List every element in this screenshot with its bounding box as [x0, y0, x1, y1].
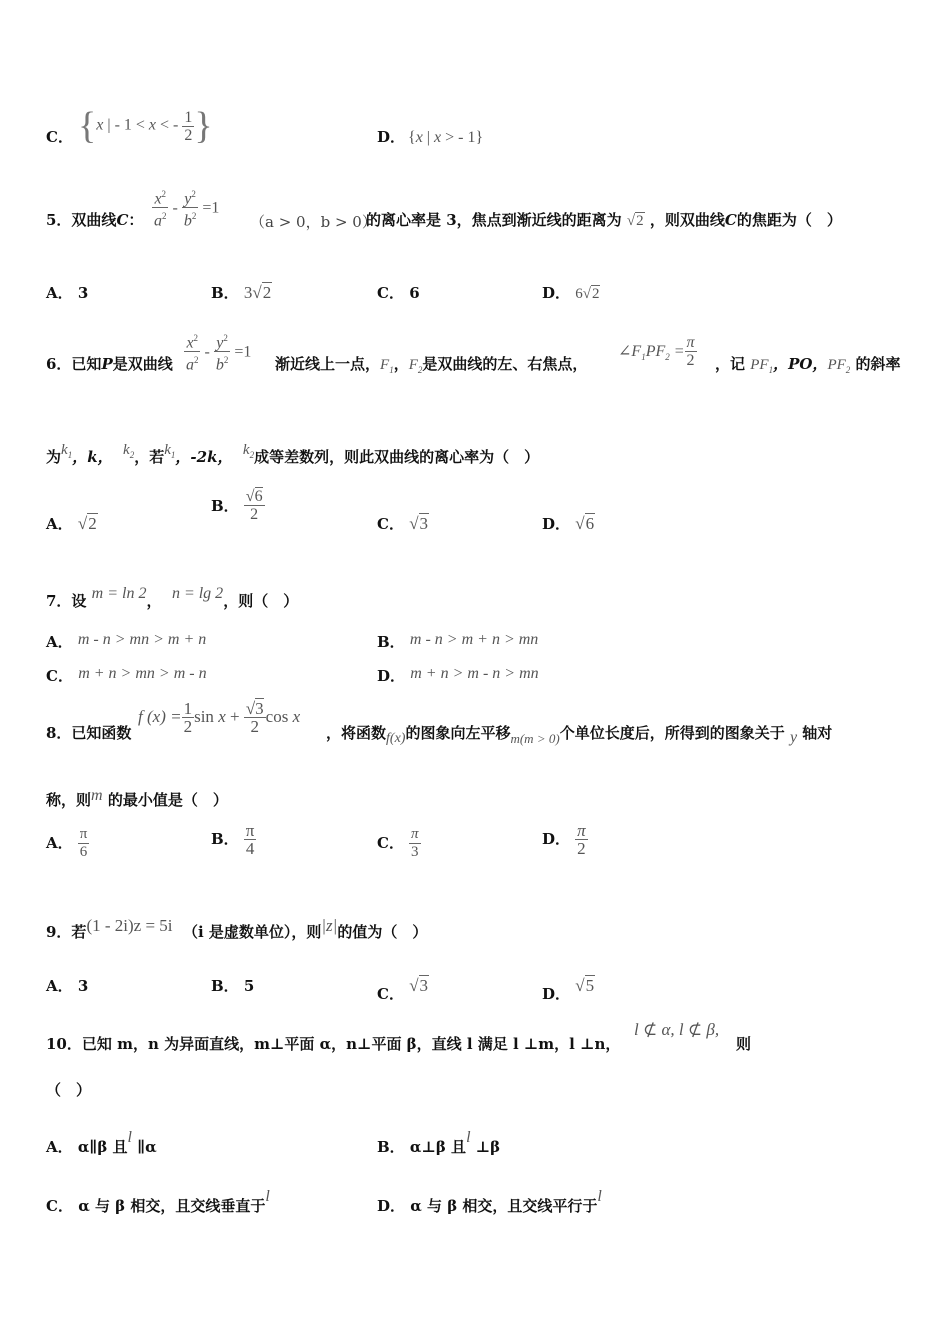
- q5-stem-middle: [366, 210, 842, 231]
- q10-text: 10．已知 m，n 为异面直线，m⊥平面 α，n⊥平面 β，直线 l 满足 l ⊥m，l ⊥n，: [46, 1035, 621, 1053]
- q8-text1: ，将函数: [326, 724, 387, 742]
- option-label: A．: [46, 977, 73, 995]
- option-text: m + n > m - n > mn: [410, 665, 539, 682]
- q7-option-a: [46, 630, 206, 652]
- q7-option-c: [46, 664, 207, 686]
- q8-option-a: [46, 826, 89, 861]
- q10-line2: [46, 1080, 91, 1100]
- option-label: D．: [542, 284, 571, 302]
- q8-stem-line2: [46, 786, 228, 810]
- option-label: D．: [542, 985, 571, 1003]
- q7-prefix: 7．设: [46, 592, 87, 610]
- option-math: √6: [575, 514, 595, 533]
- q7-sep: ，: [146, 592, 162, 610]
- q10-end: [736, 1034, 751, 1054]
- option-label: C．: [377, 284, 404, 302]
- q8-stem: [326, 723, 832, 749]
- q6-stem-2: 渐近线上一点，$F_1$，$F_2$是双曲线的左、右焦点，: [275, 355, 588, 375]
- q6-text5: 的斜率: [855, 355, 901, 373]
- q10-option-c: [46, 1187, 270, 1216]
- q6-line2a: 为: [46, 448, 62, 466]
- q8-option-b: [211, 822, 256, 857]
- option-label: B．: [377, 1138, 405, 1156]
- q8-y: y: [789, 729, 798, 746]
- option-math: $\frac{\pi}{2}$: [577, 821, 586, 858]
- option-label: A．: [46, 284, 73, 302]
- q8-shift: m(m > 0): [510, 731, 560, 746]
- q9-option-b: [211, 976, 254, 996]
- q6-option-b: [211, 488, 265, 523]
- option-math: √3: [409, 514, 429, 533]
- q5-option-c: [377, 283, 420, 303]
- q7-stem: [46, 584, 298, 611]
- q6-text1: 是双曲线: [112, 355, 173, 373]
- q9-option-d: [542, 976, 595, 1004]
- option-l: l: [466, 1129, 471, 1146]
- option-label: C．: [377, 985, 404, 1003]
- option-label: B．: [211, 977, 239, 995]
- q7-m-expr: m = ln 2: [91, 585, 147, 602]
- q4-option-c-math: {x | - 1 < x < - $\frac{1}{2}$ }: [78, 105, 213, 147]
- q6-p: P: [101, 355, 113, 373]
- option-math: $\frac{√6}{2}$: [245, 488, 263, 523]
- option-label: C．: [46, 1197, 73, 1215]
- option-text: m - n > m + n > mn: [409, 631, 539, 648]
- option-label: B．: [211, 830, 239, 848]
- option-label: C．: [377, 515, 404, 533]
- q8-option-d: [542, 822, 588, 857]
- q6-line2b: ，若: [134, 448, 165, 466]
- q8-fx: f(x): [386, 731, 406, 746]
- q9-prefix: 9．若: [46, 923, 87, 941]
- q8-text2: 的图象向左平移: [405, 724, 511, 742]
- option-math: √3: [409, 976, 429, 995]
- q9-option-a: [46, 976, 88, 996]
- q9-absz: |z|: [321, 916, 338, 935]
- q9-text1: （i 是虚数单位），则: [182, 923, 322, 941]
- option-label: A．: [46, 834, 73, 852]
- option-math: $\frac{\pi}{3}$: [411, 826, 419, 860]
- q6-option-a: [46, 514, 98, 534]
- option-text-b: ∥α: [137, 1138, 157, 1156]
- option-math: √5: [575, 976, 595, 995]
- option-math: 6√2: [575, 286, 600, 302]
- option-l: l: [127, 1129, 132, 1146]
- q5-c: C: [116, 211, 129, 229]
- option-label: D．: [377, 1197, 406, 1215]
- q6-text3: 是双曲线的左、右焦点，: [422, 355, 588, 373]
- q5-middle: 的离心率是 3，焦点到渐近线的距离为: [366, 211, 622, 229]
- option-l: l: [597, 1188, 602, 1205]
- option-label: C．: [46, 128, 73, 146]
- q7-option-b: [377, 630, 538, 652]
- option-text-b: ⊥β: [475, 1138, 501, 1156]
- q7-n-expr: n = lg 2: [171, 585, 224, 602]
- q6-option-d: [542, 514, 595, 534]
- q5-stem: [46, 210, 143, 230]
- q5-option-a: [46, 283, 88, 303]
- q6-prefix: 6．已知: [46, 355, 102, 373]
- option-math: √2: [77, 514, 97, 533]
- q8-prefix: 8．已知函数: [46, 724, 132, 742]
- q10-stem: [46, 1034, 620, 1054]
- option-text: 5: [243, 977, 255, 995]
- option-l: l: [265, 1188, 270, 1205]
- q8-text3: 个单位长度后，所得到的图象关于: [559, 724, 785, 742]
- q5-option-d: [542, 283, 600, 304]
- option-text: m + n > mn > m - n: [78, 665, 207, 682]
- option-label: D．: [542, 830, 571, 848]
- option-text: α∥β 且: [77, 1138, 128, 1156]
- q7-option-d: [377, 664, 539, 686]
- q8-line2b: 的最小值是（ ）: [107, 791, 228, 809]
- q9-eq: (1 - 2i)z = 5i: [86, 916, 173, 935]
- q4-option-c: [46, 127, 73, 147]
- q5-condition: [250, 212, 377, 232]
- q5-sqrt2: √2: [626, 213, 644, 229]
- q10-option-d: [377, 1187, 602, 1216]
- q8-line2a: 称，则: [46, 791, 92, 809]
- option-text: 3: [77, 977, 89, 995]
- q10-option-b: [377, 1128, 500, 1157]
- q6-minus2k: ，-2k，: [175, 448, 233, 466]
- q8-option-c: [377, 826, 421, 861]
- q6-angle: $\angle F_1PF_2$ = $\frac{\pi}{2}$: [618, 334, 695, 369]
- q6-text2: 渐近线上一点，: [275, 355, 381, 373]
- option-text: α 与 β 相交，且交线平行于: [410, 1197, 598, 1215]
- q10-math: l ⊄ α, l ⊄ β,: [634, 1020, 720, 1039]
- q6-stem-3: ，记 $PF_1$，PO，$PF_2$ 的斜率: [715, 355, 901, 375]
- q5-c2: C: [724, 211, 737, 229]
- q9-stem: [46, 916, 427, 942]
- q7-end: ，则（ ）: [223, 592, 299, 610]
- option-label: D．: [377, 128, 406, 146]
- q8-text4: 轴对: [802, 724, 833, 742]
- option-label: A．: [46, 515, 73, 533]
- q6-hyperbola-equation: $\frac{x^2}{a^2}$ - $\frac{y^2}{b^2}$ =1: [184, 330, 251, 374]
- option-math: $\frac{\pi}{4}$: [245, 821, 255, 858]
- option-label: D．: [377, 667, 406, 685]
- option-text: α 与 β 相交，且交线垂直于: [78, 1197, 266, 1215]
- option-text: 6: [409, 284, 420, 302]
- q9-text2: 的值为（ ）: [337, 923, 428, 941]
- option-text: m - n > mn > m + n: [77, 631, 207, 648]
- q5-option-b: [211, 283, 272, 303]
- q5-cond: （a > 0，b > 0）: [250, 213, 377, 231]
- option-label: C．: [46, 667, 73, 685]
- option-text: α⊥β 且: [409, 1138, 467, 1156]
- q5-hyperbola-equation: $\frac{x^2}{a^2}$ - $\frac{y^2}{b^2}$ =1: [152, 186, 219, 230]
- q6-stem-line2: 为$k_1$，k， $k_2$，若$k_1$，-2k， $k_2$成等差数列，则此双曲线的离心率为（ ）: [46, 442, 540, 466]
- q10-option-a: [46, 1128, 157, 1157]
- q8-stem-prefix: [46, 723, 131, 743]
- q5-colon: ：: [128, 211, 144, 229]
- option-text: 3: [77, 284, 89, 302]
- option-label: B．: [211, 284, 239, 302]
- q4-option-d: [377, 127, 405, 147]
- option-label: A．: [46, 633, 73, 651]
- option-label: B．: [377, 633, 405, 651]
- q10-end-text: 则: [736, 1035, 752, 1053]
- q4-option-d-math: {x | x > - 1}: [408, 129, 484, 146]
- option-math: $\frac{\pi}{6}$: [79, 826, 88, 860]
- option-math: 3√2: [243, 283, 272, 302]
- q10-line2-text: （ ）: [46, 1081, 92, 1099]
- q6-option-c: [377, 514, 429, 534]
- q6-k: ，k，: [72, 448, 113, 466]
- option-label: C．: [377, 834, 404, 852]
- q6-po: ，PO，: [773, 355, 828, 373]
- q6-stem: [46, 354, 173, 374]
- q9-option-c: [377, 976, 429, 1004]
- option-label: D．: [542, 515, 571, 533]
- option-label: A．: [46, 1138, 73, 1156]
- q5-prefix: 5．双曲线: [46, 211, 117, 229]
- option-label: B．: [211, 497, 239, 515]
- q5-end2: 的焦距为（ ）: [736, 211, 842, 229]
- q6-text4: ，记: [715, 355, 746, 373]
- q6-line2c: 成等差数列，则此双曲线的离心率为（ ）: [254, 448, 540, 466]
- q8-function: f (x) = $\frac{1}{2}$ sin x + $\frac{√3}{2}$ cos x: [138, 699, 301, 736]
- q8-m: m: [91, 787, 103, 804]
- q5-end: ，则双曲线: [649, 211, 725, 229]
